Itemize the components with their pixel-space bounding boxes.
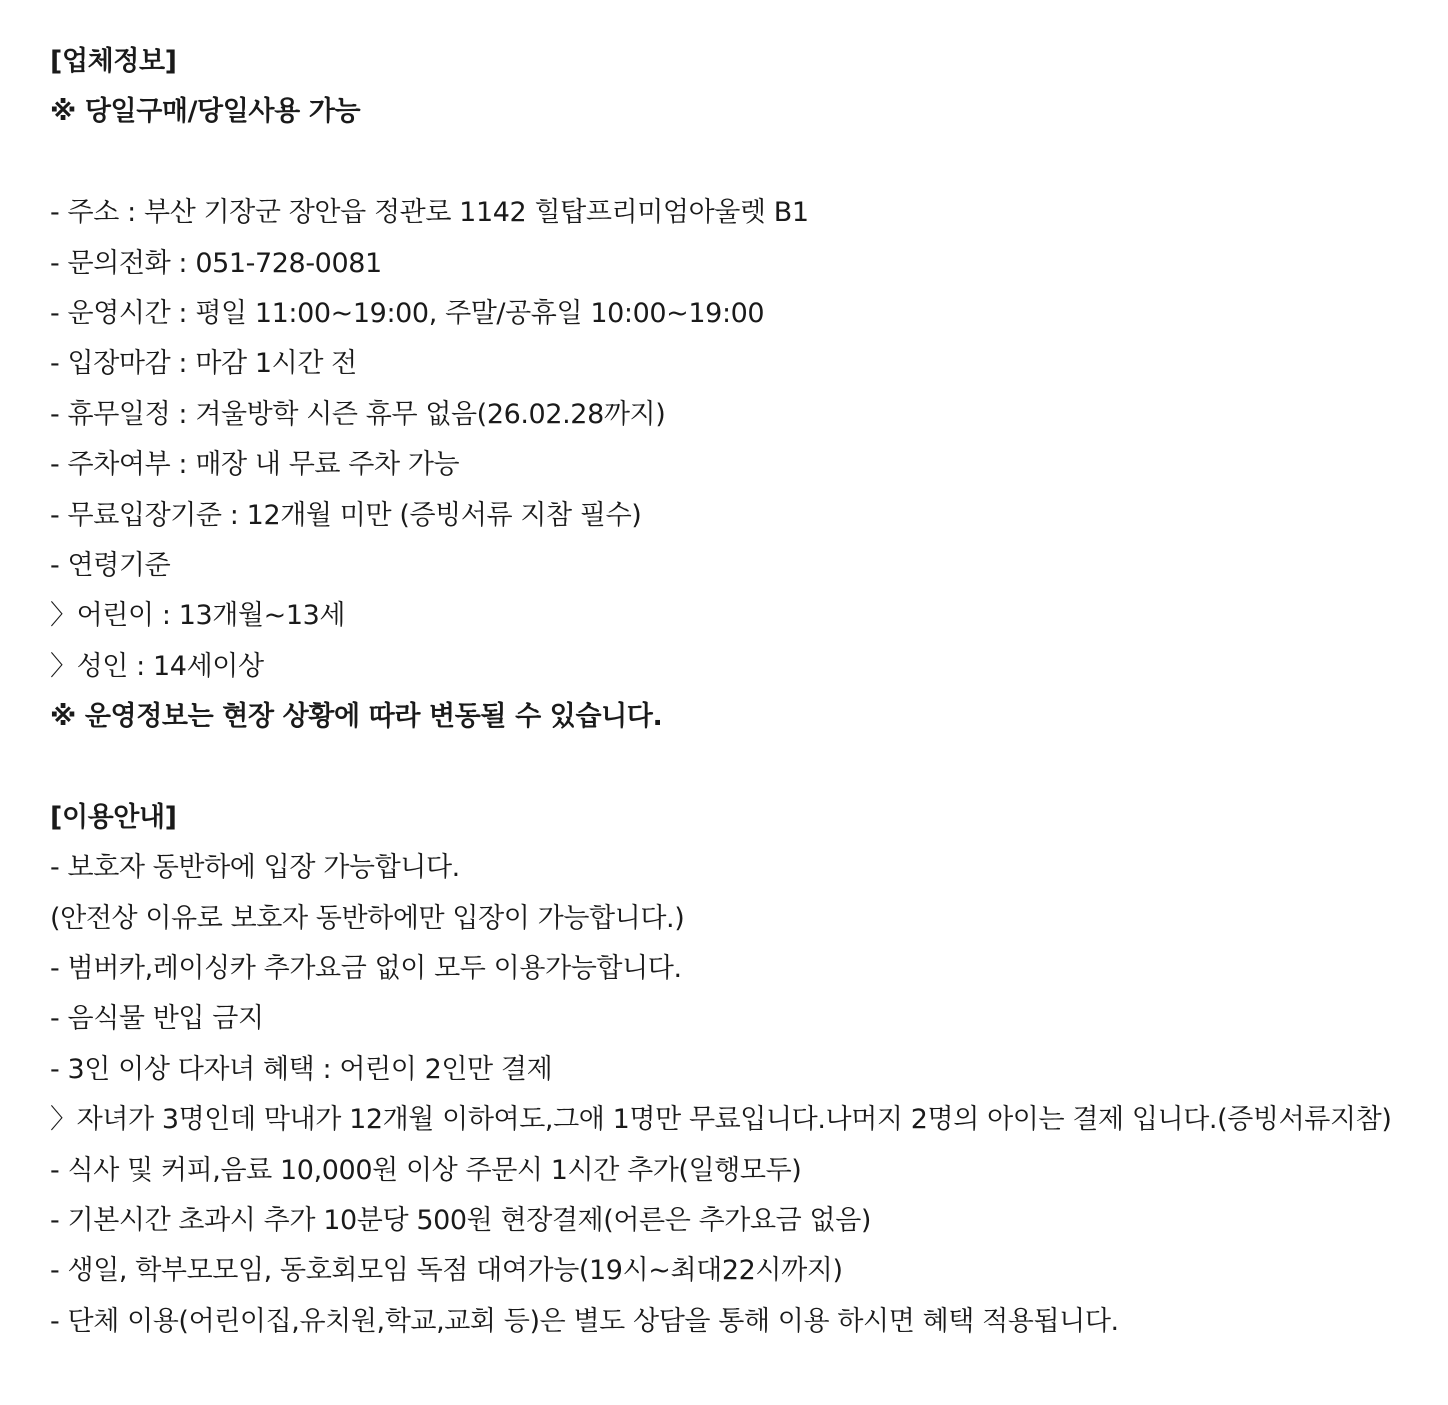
hours-line: - 운영시간 : 평일 11:00~19:00, 주말/공휴일 10:00~19:00 [50, 297, 765, 329]
section-heading-business-info: [업체정보] [50, 46, 177, 77]
guide-line: - 음식물 반입 금지 [50, 1003, 264, 1035]
guide-line: - 범버카,레이싱카 추가요금 없이 모두 이용가능합니다. [50, 953, 682, 985]
guide-line: - 생일, 학부모모임, 동호회모임 독점 대여가능(19시~최대22시까지) [50, 1255, 843, 1287]
guide-line: (안전상 이유로 보호자 동반하에만 입장이 가능합니다.) [50, 902, 685, 934]
phone-line: - 문의전화 : 051-728-0081 [50, 247, 382, 279]
guide-line: - 보호자 동반하에 입장 가능합니다. [50, 852, 460, 884]
operation-change-notice: ※ 운영정보는 현장 상황에 따라 변동될 수 있습니다. [50, 701, 663, 733]
last-entry-line: - 입장마감 : 마감 1시간 전 [50, 348, 357, 380]
guide-line: - 식사 및 커피,음료 10,000원 이상 주문시 1시간 추가(일행모두) [50, 1154, 802, 1186]
parking-line: - 주차여부 : 매장 내 무료 주차 가능 [50, 449, 460, 481]
guide-line: 〉자녀가 3명인데 막내가 12개월 이하여도,그애 1명만 무료입니다.나머지 2명의 아이는 결제 입니다.(증빙서류지참) [50, 1104, 1392, 1136]
document-body [50, 37, 1410, 1347]
spacer [50, 138, 1410, 188]
age-child-line: 〉어린이 : 13개월~13세 [50, 600, 346, 632]
closure-line: - 휴무일정 : 겨울방학 시즌 휴무 없음(26.02.28까지) [50, 398, 666, 430]
same-day-notice: ※ 당일구매/당일사용 가능 [50, 96, 361, 128]
guide-line: - 3인 이상 다자녀 혜택 : 어린이 2인만 결제 [50, 1053, 553, 1085]
age-adult-line: 〉성인 : 14세이상 [50, 650, 264, 682]
guide-line: - 기본시간 초과시 추가 10분당 500원 현장결제(어른은 추가요금 없음) [50, 1204, 872, 1236]
spacer [50, 742, 1410, 792]
free-entry-line: - 무료입장기준 : 12개월 미만 (증빙서류 지참 필수) [50, 499, 642, 531]
age-criteria-line: - 연령기준 [50, 549, 171, 581]
guide-line: - 단체 이용(어린이집,유치원,학교,교회 등)은 별도 상담을 통해 이용 하시면 혜택 적용됩니다. [50, 1305, 1119, 1337]
address-line: - 주소 : 부산 기장군 장안읍 정관로 1142 힐탑프리미엄아울렛 B1 [50, 197, 809, 229]
section-heading-usage-guide: [이용안내] [50, 801, 177, 833]
